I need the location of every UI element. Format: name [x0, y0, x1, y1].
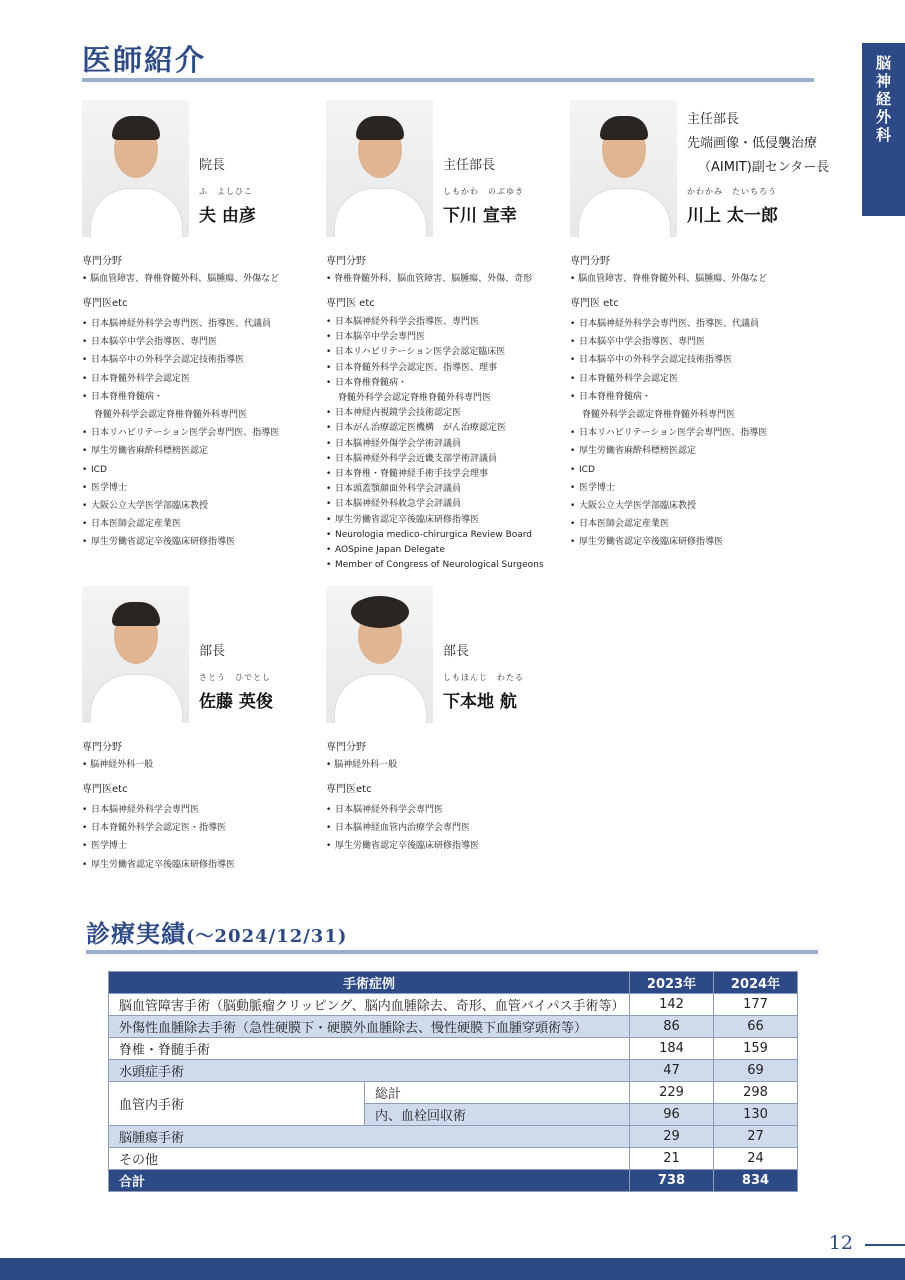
value-2024: 159: [714, 1038, 798, 1060]
table-row: [109, 994, 798, 1016]
table-row: [109, 1126, 798, 1148]
cert-list: [570, 315, 810, 552]
cert-item: • 日本脳神経外科学会専門医: [326, 801, 566, 819]
doctor-name-kana: しもかわ のぶゆき: [443, 187, 524, 196]
footer-bar: [0, 1258, 905, 1280]
department-tab-label: 脳神経外科: [874, 55, 892, 145]
doctor-details: [82, 252, 322, 552]
cert-list: [326, 315, 566, 573]
value-2024: 130: [714, 1104, 798, 1126]
doctor-role: 院長: [199, 158, 226, 173]
doctor-photo: [82, 586, 189, 723]
certs-label: 専門医etc: [82, 784, 128, 795]
table-header-row: [109, 972, 798, 994]
cert-item: • 厚生労働省認定卒後臨床研修指導医: [82, 856, 322, 874]
specialty-text: • 脳神経外科一般: [82, 760, 154, 770]
specialty-label: 専門分野: [570, 256, 610, 267]
doctor-card-4: [82, 586, 322, 870]
value-2024: 298: [714, 1082, 798, 1104]
cert-item: • 日本脳卒中の外科学会認定技術指導医: [570, 351, 810, 369]
sub-procedure-label: 総計: [365, 1082, 630, 1104]
cert-item: • 日本脊椎脊髄病・: [570, 388, 810, 406]
specialty-label: 専門分野: [82, 742, 122, 753]
section-title-doctors: 医師紹介: [82, 43, 207, 77]
cert-item: • 厚生労働省認定卒後臨床研修指導医: [82, 533, 322, 551]
cert-item: • 日本脊椎脊髄病・: [82, 388, 322, 406]
doctor-name: 夫 由彦: [199, 206, 256, 226]
doctor-photo: [82, 100, 189, 237]
procedure-label: その他: [109, 1148, 630, 1170]
doctor-details: [326, 738, 566, 856]
cert-item: • 厚生労働省認定卒後臨床研修指導医: [326, 837, 566, 855]
value-2023: 184: [630, 1038, 714, 1060]
cert-item: • 医学博士: [570, 479, 810, 497]
specialty-label: 専門分野: [82, 256, 122, 267]
doctor-role-line: 先端画像・低侵襲治療: [687, 136, 818, 151]
value-2023: 29: [630, 1126, 714, 1148]
doctor-name-kana: しもほんじ わたる: [443, 673, 524, 682]
value-2023: 21: [630, 1148, 714, 1170]
doctor-details: [82, 738, 322, 874]
cert-item: • 日本脳神経外科学会指導医、専門医: [326, 315, 566, 330]
total-label: 合計: [109, 1170, 630, 1192]
table-total-row: [109, 1170, 798, 1192]
cert-item: • ICD: [82, 461, 322, 479]
cert-item: • 厚生労働省麻酔科標榜医認定: [82, 442, 322, 460]
value-2023: 229: [630, 1082, 714, 1104]
cert-list: [82, 801, 322, 874]
cert-item: • 医学博士: [82, 837, 322, 855]
doctor-photo: [326, 100, 433, 237]
title-divider: [82, 78, 814, 82]
doctor-role: 主任部長: [443, 158, 496, 173]
cert-item: 脊髄外科学会認定脊椎脊髄外科専門医: [94, 410, 248, 421]
cert-item: • AOSpine Japan Delegate: [326, 543, 566, 558]
cert-item: • 厚生労働省認定卒後臨床研修指導医: [326, 513, 566, 528]
specialty-label: 専門分野: [326, 256, 366, 267]
table-row: [109, 1038, 798, 1060]
value-2024: 177: [714, 994, 798, 1016]
doctor-name: 川上 太一郎: [687, 206, 778, 226]
value-2023: 96: [630, 1104, 714, 1126]
cert-item: • ICD: [570, 461, 810, 479]
certs-label: 専門医etc: [326, 784, 372, 795]
certs-label: 専門医 etc: [326, 298, 375, 309]
cert-item: • 日本脳卒中の外科学会認定技術指導医: [82, 351, 322, 369]
cert-item: • 大阪公立大学医学部臨床教授: [82, 497, 322, 515]
doctor-name-kana: さとう ひでとし: [199, 673, 271, 682]
cert-item: • 日本脳神経外科救急学会評議員: [326, 497, 566, 512]
doctor-details: [326, 252, 566, 573]
cert-item: • 日本医師会認定産業医: [82, 515, 322, 533]
doctor-role-line: （AIMIT)副センター長: [698, 160, 830, 175]
doctor-card-2: [326, 100, 566, 570]
section-title-results: [86, 914, 347, 949]
cert-item: 脊髄外科学会認定脊椎脊髄外科専門医: [582, 410, 736, 421]
cert-item: • 日本脳神経外科学会近畿支部学術評議員: [326, 452, 566, 467]
value-2024: 66: [714, 1016, 798, 1038]
cert-item: • 日本リハビリテーション医学会専門医、指導医: [82, 424, 322, 442]
page-number: 12: [828, 1232, 853, 1254]
doctor-card-3: [570, 100, 830, 560]
doctor-name: 下本地 航: [443, 692, 517, 712]
doctor-card-1: [82, 100, 322, 560]
doctor-name: 佐藤 英俊: [199, 692, 273, 712]
doctor-card-5: [326, 586, 566, 866]
procedure-label: 脳腫瘍手術: [109, 1126, 630, 1148]
specialty-text: • 脳血管障害、脊椎脊髄外科、脳腫瘍、外傷など: [570, 274, 768, 284]
cert-item: • 日本リハビリテーション医学会専門医、指導医: [570, 424, 810, 442]
value-2024: 27: [714, 1126, 798, 1148]
title-divider: [86, 950, 818, 954]
cert-item: • 日本脊髄外科学会認定医、指導医、理事: [326, 361, 566, 376]
cert-item: • 日本医師会認定産業医: [570, 515, 810, 533]
cert-item: • 日本脊椎・脊髄神経手術手技学会理事: [326, 467, 566, 482]
cert-item: • 日本脊髄外科学会認定医: [82, 370, 322, 388]
cert-list: [82, 315, 322, 552]
cert-item: • 日本脊椎脊髄病・: [326, 376, 566, 391]
cert-item: • 日本神経内視鏡学会技術認定医: [326, 406, 566, 421]
cert-item: • 日本脊髄外科学会認定医: [570, 370, 810, 388]
specialty-label: 専門分野: [326, 742, 366, 753]
doctor-name: 下川 宣幸: [443, 206, 517, 226]
page-number-dash: [865, 1244, 905, 1246]
results-title-main: 診療実績: [86, 919, 186, 948]
procedure-label: 脳血管障害手術（脳動脈瘤クリッピング、脳内血腫除去、奇形、血管バイパス手術等）: [109, 994, 630, 1016]
cert-item: • 大阪公立大学医学部臨床教授: [570, 497, 810, 515]
doctor-role: 部長: [199, 644, 226, 659]
value-2023: 47: [630, 1060, 714, 1082]
procedure-label: 脊椎・脊髄手術: [109, 1038, 630, 1060]
certs-label: 専門医 etc: [570, 298, 619, 309]
value-2024: 69: [714, 1060, 798, 1082]
specialty-text: • 脊椎脊髄外科、脳血管障害、脳腫瘍、外傷、奇形: [326, 274, 533, 284]
doctor-photo: [326, 586, 433, 723]
procedure-label: 外傷性血腫除去手術（急性硬膜下・硬膜外血腫除去、慢性硬膜下血腫穿頭術等）: [109, 1016, 630, 1038]
cert-item: • 日本脳神経血管内治療学会専門医: [326, 819, 566, 837]
sub-procedure-label: 内、血栓回収術: [365, 1104, 630, 1126]
cert-item: • 日本脳神経外科学会専門医、指導医、代議員: [570, 315, 810, 333]
cert-item: • 医学博士: [82, 479, 322, 497]
cert-list: [326, 801, 566, 856]
header-procedure: 手術症例: [109, 972, 630, 994]
cert-item: • 厚生労働省認定卒後臨床研修指導医: [570, 533, 810, 551]
cert-item: • 日本脳神経外科学会専門医、指導医、代議員: [82, 315, 322, 333]
specialty-text: • 脳血管障害、脊椎脊髄外科、脳腫瘍、外傷など: [82, 274, 280, 284]
cert-item: • 日本脳神経外傷学会学術評議員: [326, 437, 566, 452]
surgery-results-table: [108, 971, 798, 1192]
cert-item: • Neurologia medico-chirurgica Review Board: [326, 528, 566, 543]
procedure-label: 血管内手術: [109, 1082, 365, 1126]
table-row: [109, 1148, 798, 1170]
specialty-text: • 脳神経外科一般: [326, 760, 398, 770]
cert-item: • 日本頭蓋顎顔面外科学会評議員: [326, 482, 566, 497]
cert-item: • 日本リハビリテーション医学会認定臨床医: [326, 345, 566, 360]
doctor-name-kana: かわかみ たいちろう: [687, 187, 777, 196]
cert-item: 脊髄外科学会認定脊椎脊髄外科専門医: [338, 393, 492, 404]
cert-item: • 日本脳卒中学会指導医、専門医: [570, 333, 810, 351]
cert-item: • 厚生労働省麻酔科標榜医認定: [570, 442, 810, 460]
value-2024: 24: [714, 1148, 798, 1170]
certs-label: 専門医etc: [82, 298, 128, 309]
cert-item: • Member of Congress of Neurological Surgeons: [326, 558, 566, 573]
cert-item: • 日本脊髄外科学会認定医・指導医: [82, 819, 322, 837]
doctor-role: 部長: [443, 644, 470, 659]
cert-item: • 日本脳神経外科学会専門医: [82, 801, 322, 819]
table-row: [109, 1060, 798, 1082]
results-title-period: (～2024/12/31): [186, 926, 348, 947]
cert-item: • 日本脳卒中学会指導医、専門医: [82, 333, 322, 351]
procedure-label: 水頭症手術: [109, 1060, 630, 1082]
header-2024: 2024年: [714, 972, 798, 994]
doctor-details: [570, 252, 810, 552]
table-row: [109, 1016, 798, 1038]
total-2023: 738: [630, 1170, 714, 1192]
table-row: [109, 1082, 798, 1104]
value-2023: 142: [630, 994, 714, 1016]
doctor-name-kana: ふ よしひこ: [199, 187, 253, 196]
total-2024: 834: [714, 1170, 798, 1192]
header-2023: 2023年: [630, 972, 714, 994]
cert-item: • 日本がん治療認定医機構 がん治療認定医: [326, 421, 566, 436]
cert-item: • 日本脳卒中学会専門医: [326, 330, 566, 345]
value-2023: 86: [630, 1016, 714, 1038]
doctor-photo: [570, 100, 677, 237]
department-tab: [862, 43, 905, 216]
doctor-role: 主任部長: [687, 112, 740, 127]
